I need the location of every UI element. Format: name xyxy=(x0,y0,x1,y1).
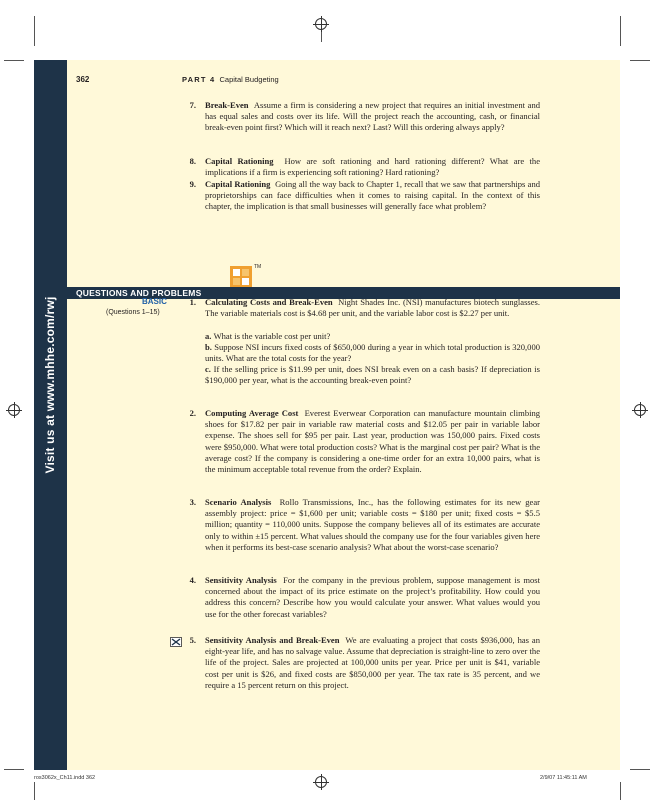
problem xyxy=(205,635,540,691)
part-text: Suppose NSI incurs fixed costs of $650,000 during a year in which total production is 320,000 units. What are the total costs for the year? xyxy=(205,342,540,364)
problem-number: 5. xyxy=(189,635,196,645)
registration-mark-icon xyxy=(8,404,20,416)
problem-body: For the company in the previous problem, suppose management is most concerned about the impact of its price estimate on the project’s profitability. How could you address this concern? Describe how you would calculate your answer. What values would you use for the other forecast variables? xyxy=(205,575,541,619)
crop-mark xyxy=(4,60,24,61)
registration-mark-icon xyxy=(634,404,646,416)
file-slug: ros3062x_Ch11.indd 362 xyxy=(34,775,96,781)
problem-title: Sensitivity Analysis xyxy=(205,575,277,585)
part-text: If the selling price is $11.99 per unit, does NSI break even on a cash basis? If depreciation is $190,000 per year, what is the accounting break-even point? xyxy=(205,364,540,386)
registration-mark-icon xyxy=(315,776,327,788)
problem-body: We are evaluating a project that costs $936,000, has an eight-year life, and has no salvage value. Assume that depreciation is straight-line to zero over the life of the project. Sales are projected at 100,000 units per year. Price per unit is $41, variable cost per unit is $26, and fixed costs are $850,000 per year. The tax rate is 35 percent, and we require a 15 percent return on this project. xyxy=(205,635,540,690)
crop-mark xyxy=(630,60,650,61)
problem-title: Sensitivity Analysis and Break-Even xyxy=(205,635,340,645)
part-title: Capital Budgeting xyxy=(219,75,279,84)
question-number: 8. xyxy=(189,156,196,166)
concept-question xyxy=(205,156,540,178)
problem-body: Night Shades Inc. (NSI) manufactures biotech sunglasses. The variable materials cost is $4.68 per unit, and the variable labor cost is $2.27 per unit. xyxy=(205,297,540,319)
problem-part xyxy=(205,364,540,386)
problem-title: Scenario Analysis xyxy=(205,497,272,507)
part-label: b. xyxy=(205,342,212,352)
question-body: Assume a firm is considering a new project that requires an initial investment and has equal sales and costs over its life. Will the project reach the accounting, cash, or financial break-even point first? Which will it reach next? Last? Will this ordering always apply? xyxy=(205,100,540,133)
concept-question xyxy=(205,179,540,213)
part-text: What is the variable cost per unit? xyxy=(213,331,331,341)
problem-part xyxy=(205,331,540,342)
problem xyxy=(205,497,540,553)
publisher-logo-icon xyxy=(230,266,252,288)
problem-body: Rollo Transmissions, Inc., has the following estimates for its new gear assembly project: price = $1,600 per unit; variable costs = $180 per unit; fixed costs = $5.5 million; quantity = 110,000 units. Suppose the company believes all of its estimates are accurate only to within ±15 percent. What values should the company use for the four variables given here when it performs its best-case scenario analysis? What about the worst-case scenario? xyxy=(205,497,540,552)
crop-mark xyxy=(34,782,35,800)
problem-body: Everest Everwear Corporation can manufacture mountain climbing shoes for $17.82 per pair in variable raw material costs and $12.05 per pair in variable labor expense. The shoes sell for $95 per pair. Last year, production was 150,000 pairs. Fixed costs were $950,000. What were total production costs? What is the marginal cost per pair? What is the average cost? If the company is considering a one-time order for an extra 10,000 pairs, what is the minimum acceptable total revenue from the order? Explain. xyxy=(205,408,541,475)
part-label: c. xyxy=(205,364,211,374)
concept-question xyxy=(205,100,540,134)
trademark-symbol: TM xyxy=(254,264,262,270)
registration-mark-icon xyxy=(315,18,327,30)
question-title: Capital Rationing xyxy=(205,179,271,189)
crop-mark xyxy=(620,782,621,800)
problem xyxy=(205,408,540,475)
difficulty-level: BASIC xyxy=(142,297,167,306)
running-head xyxy=(182,75,279,84)
crop-mark xyxy=(34,16,35,46)
question-number: 7. xyxy=(189,100,196,110)
problem xyxy=(205,575,540,620)
part-label: PART 4 xyxy=(182,75,216,84)
crop-mark xyxy=(620,16,621,46)
question-title: Break-Even xyxy=(205,100,249,110)
timestamp-slug: 2/9/07 11:45:11 AM xyxy=(540,775,587,781)
crop-mark xyxy=(4,769,24,770)
problem-part xyxy=(205,342,540,364)
problem-title: Computing Average Cost xyxy=(205,408,299,418)
question-body: How are soft rationing and hard rationing different? What are the implications if a firm is experiencing soft rationing? Hard rationing? xyxy=(205,156,540,178)
problem-number: 2. xyxy=(189,408,196,418)
problem-title: Calculating Costs and Break-Even xyxy=(205,297,333,307)
question-number: 9. xyxy=(189,179,196,189)
page-number: 362 xyxy=(76,75,90,84)
problem-number: 1. xyxy=(189,297,196,307)
section-title: QUESTIONS AND PROBLEMS xyxy=(76,288,202,298)
sidebar-url: Visit us at www.mhhe.com/rwj xyxy=(43,296,57,474)
crop-mark xyxy=(630,769,650,770)
part-label: a. xyxy=(205,331,212,341)
problem-number: 3. xyxy=(189,497,196,507)
problem-number: 4. xyxy=(189,575,196,585)
problem xyxy=(205,297,540,319)
question-body: Going all the way back to Chapter 1, recall that we saw that partnerships and proprietorships can face difficulties when it comes to raising capital. In the context of this chapter, the implication is that small businesses will generally face what problem? xyxy=(205,179,540,212)
question-title: Capital Rationing xyxy=(205,156,274,166)
question-range: (Questions 1–15) xyxy=(106,309,160,316)
